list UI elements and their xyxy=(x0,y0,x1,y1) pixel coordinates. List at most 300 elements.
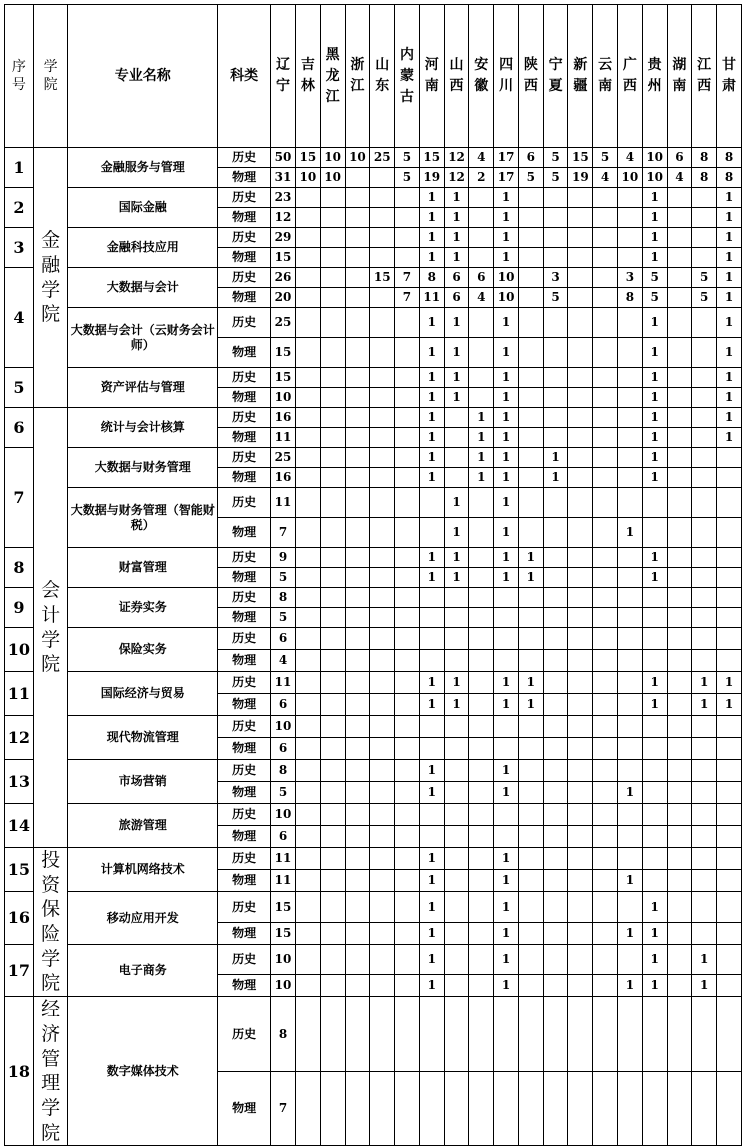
quota-cell xyxy=(395,608,420,628)
header-province: 山 西 xyxy=(444,5,469,148)
quota-cell xyxy=(444,738,469,760)
quota-cell xyxy=(692,388,717,408)
quota-cell: 11 xyxy=(271,672,296,694)
header-province: 宁 夏 xyxy=(543,5,568,148)
quota-cell xyxy=(518,268,543,288)
quota-cell xyxy=(543,368,568,388)
quota-cell xyxy=(345,308,370,338)
quota-cell xyxy=(395,228,420,248)
quota-cell xyxy=(469,975,494,997)
quota-cell xyxy=(543,944,568,975)
header-province: 四 川 xyxy=(494,5,519,148)
quota-cell xyxy=(692,922,717,944)
quota-cell: 12 xyxy=(271,208,296,228)
quota-cell xyxy=(295,870,320,892)
header-province: 山 东 xyxy=(370,5,395,148)
quota-cell: 1 xyxy=(642,308,667,338)
quota-cell xyxy=(444,588,469,608)
quota-cell: 5 xyxy=(593,148,618,168)
quota-cell xyxy=(692,228,717,248)
quota-cell: 1 xyxy=(419,208,444,228)
quota-cell: 11 xyxy=(271,488,296,518)
quota-cell xyxy=(295,975,320,997)
seq-cell: 16 xyxy=(5,892,34,945)
quota-cell xyxy=(295,468,320,488)
quota-cell xyxy=(518,608,543,628)
quota-cell xyxy=(543,488,568,518)
quota-cell: 1 xyxy=(717,338,742,368)
quota-cell xyxy=(370,168,395,188)
quota-cell xyxy=(593,288,618,308)
quota-cell: 1 xyxy=(419,548,444,568)
quota-cell xyxy=(568,804,593,826)
table-row xyxy=(5,672,742,694)
quota-cell xyxy=(568,368,593,388)
quota-cell: 6 xyxy=(271,694,296,716)
quota-cell xyxy=(717,738,742,760)
quota-cell: 1 xyxy=(494,922,519,944)
category-cell: 物理 xyxy=(218,608,271,628)
quota-cell xyxy=(543,408,568,428)
quota-cell xyxy=(345,628,370,650)
quota-cell xyxy=(617,650,642,672)
quota-cell xyxy=(395,672,420,694)
quota-cell xyxy=(543,188,568,208)
quota-cell xyxy=(395,650,420,672)
quota-cell: 1 xyxy=(642,944,667,975)
quota-cell xyxy=(295,188,320,208)
quota-cell xyxy=(568,448,593,468)
quota-cell xyxy=(370,338,395,368)
category-cell: 物理 xyxy=(218,568,271,588)
seq-cell: 13 xyxy=(5,760,34,804)
quota-cell: 1 xyxy=(419,308,444,338)
quota-cell xyxy=(692,568,717,588)
quota-cell: 10 xyxy=(494,288,519,308)
category-cell: 历史 xyxy=(218,628,271,650)
quota-cell xyxy=(469,760,494,782)
quota-cell: 1 xyxy=(494,848,519,870)
header-province: 贵 州 xyxy=(642,5,667,148)
quota-cell xyxy=(295,760,320,782)
quota-cell xyxy=(320,760,345,782)
quota-cell xyxy=(469,548,494,568)
quota-cell: 10 xyxy=(271,716,296,738)
header-province: 陕 西 xyxy=(518,5,543,148)
quota-cell xyxy=(692,738,717,760)
quota-cell xyxy=(370,782,395,804)
quota-cell: 1 xyxy=(642,408,667,428)
quota-cell xyxy=(320,188,345,208)
quota-cell xyxy=(667,308,692,338)
quota-cell xyxy=(543,760,568,782)
major-name: 资产评估与管理 xyxy=(68,368,218,408)
quota-cell: 1 xyxy=(444,248,469,268)
quota-cell: 1 xyxy=(692,944,717,975)
quota-cell xyxy=(370,628,395,650)
quota-cell xyxy=(568,892,593,923)
quota-cell xyxy=(593,738,618,760)
quota-cell: 1 xyxy=(692,694,717,716)
quota-cell xyxy=(518,650,543,672)
quota-cell xyxy=(568,388,593,408)
quota-cell: 15 xyxy=(370,268,395,288)
quota-cell xyxy=(295,1071,320,1146)
quota-cell: 4 xyxy=(667,168,692,188)
quota-cell xyxy=(717,608,742,628)
quota-cell: 1 xyxy=(717,368,742,388)
quota-cell xyxy=(320,922,345,944)
quota-cell xyxy=(370,568,395,588)
quota-cell: 1 xyxy=(692,975,717,997)
quota-cell: 7 xyxy=(395,268,420,288)
quota-cell: 10 xyxy=(345,148,370,168)
category-cell: 物理 xyxy=(218,922,271,944)
quota-cell xyxy=(543,568,568,588)
quota-cell: 8 xyxy=(692,148,717,168)
quota-cell xyxy=(444,870,469,892)
quota-cell xyxy=(642,870,667,892)
quota-cell xyxy=(395,338,420,368)
quota-cell xyxy=(345,548,370,568)
quota-cell xyxy=(469,944,494,975)
quota-cell xyxy=(667,588,692,608)
header-province: 浙 江 xyxy=(345,5,370,148)
quota-cell xyxy=(667,228,692,248)
quota-cell xyxy=(617,448,642,468)
quota-cell xyxy=(370,760,395,782)
quota-cell xyxy=(667,268,692,288)
quota-cell xyxy=(469,650,494,672)
quota-cell: 1 xyxy=(494,975,519,997)
quota-cell xyxy=(345,268,370,288)
quota-cell xyxy=(370,944,395,975)
quota-cell: 1 xyxy=(642,368,667,388)
quota-cell: 1 xyxy=(469,468,494,488)
quota-cell xyxy=(345,488,370,518)
quota-cell: 6 xyxy=(271,826,296,848)
quota-cell: 1 xyxy=(494,518,519,548)
quota-cell xyxy=(593,488,618,518)
quota-cell xyxy=(295,488,320,518)
quota-cell xyxy=(395,628,420,650)
quota-cell xyxy=(320,338,345,368)
quota-cell xyxy=(667,188,692,208)
quota-cell xyxy=(295,944,320,975)
quota-cell xyxy=(617,760,642,782)
quota-cell xyxy=(370,1071,395,1146)
quota-cell xyxy=(320,428,345,448)
header-province: 甘 肃 xyxy=(717,5,742,148)
category-cell: 物理 xyxy=(218,650,271,672)
quota-cell xyxy=(345,338,370,368)
quota-cell xyxy=(370,975,395,997)
quota-cell xyxy=(568,228,593,248)
quota-cell xyxy=(568,468,593,488)
quota-cell xyxy=(692,997,717,1072)
quota-cell: 1 xyxy=(494,428,519,448)
quota-cell: 1 xyxy=(419,672,444,694)
quota-cell xyxy=(395,738,420,760)
quota-cell xyxy=(469,368,494,388)
quota-cell: 15 xyxy=(271,922,296,944)
quota-cell: 1 xyxy=(444,208,469,228)
quota-cell: 1 xyxy=(617,870,642,892)
quota-cell: 1 xyxy=(419,468,444,488)
quota-cell xyxy=(667,428,692,448)
quota-cell: 8 xyxy=(717,168,742,188)
quota-cell xyxy=(469,338,494,368)
category-cell: 物理 xyxy=(218,870,271,892)
quota-cell: 1 xyxy=(494,782,519,804)
quota-cell xyxy=(295,782,320,804)
quota-cell: 1 xyxy=(717,268,742,288)
quota-cell xyxy=(642,650,667,672)
quota-cell: 1 xyxy=(419,248,444,268)
quota-cell xyxy=(345,608,370,628)
quota-cell xyxy=(667,608,692,628)
quota-cell xyxy=(469,782,494,804)
quota-cell xyxy=(295,248,320,268)
quota-cell: 1 xyxy=(717,694,742,716)
quota-cell xyxy=(642,738,667,760)
quota-cell xyxy=(320,782,345,804)
quota-cell xyxy=(370,228,395,248)
quota-cell: 1 xyxy=(518,548,543,568)
quota-cell xyxy=(370,826,395,848)
category-cell: 历史 xyxy=(218,944,271,975)
header-major: 专业名称 xyxy=(68,5,218,148)
quota-cell xyxy=(469,608,494,628)
quota-cell xyxy=(692,628,717,650)
quota-cell xyxy=(717,488,742,518)
quota-cell xyxy=(370,892,395,923)
category-cell: 物理 xyxy=(218,468,271,488)
quota-cell xyxy=(617,694,642,716)
category-cell: 物理 xyxy=(218,1071,271,1146)
major-name: 财富管理 xyxy=(68,548,218,588)
quota-cell xyxy=(568,588,593,608)
quota-cell: 1 xyxy=(444,694,469,716)
quota-cell xyxy=(395,870,420,892)
quota-cell xyxy=(345,997,370,1072)
quota-cell xyxy=(295,628,320,650)
quota-cell xyxy=(295,268,320,288)
quota-cell xyxy=(345,694,370,716)
quota-cell xyxy=(593,338,618,368)
quota-cell: 1 xyxy=(444,488,469,518)
quota-cell: 8 xyxy=(271,760,296,782)
quota-cell xyxy=(667,997,692,1072)
quota-cell: 5 xyxy=(543,288,568,308)
quota-cell xyxy=(667,388,692,408)
quota-cell: 1 xyxy=(494,760,519,782)
table-row xyxy=(5,488,742,518)
quota-cell xyxy=(320,308,345,338)
seq-cell: 17 xyxy=(5,944,34,997)
category-cell: 历史 xyxy=(218,188,271,208)
quota-cell xyxy=(667,694,692,716)
quota-cell xyxy=(543,248,568,268)
quota-cell xyxy=(667,975,692,997)
seq-cell: 9 xyxy=(5,588,34,628)
quota-cell xyxy=(543,628,568,650)
quota-cell xyxy=(543,608,568,628)
quota-cell: 1 xyxy=(444,672,469,694)
quota-cell: 1 xyxy=(444,188,469,208)
major-name: 数字媒体技术 xyxy=(68,997,218,1146)
seq-cell: 15 xyxy=(5,848,34,892)
quota-cell: 8 xyxy=(617,288,642,308)
quota-cell xyxy=(395,448,420,468)
quota-cell: 1 xyxy=(444,548,469,568)
quota-cell xyxy=(692,782,717,804)
quota-cell: 1 xyxy=(444,308,469,338)
quota-cell xyxy=(593,548,618,568)
quota-cell xyxy=(395,892,420,923)
quota-cell xyxy=(345,826,370,848)
major-name: 旅游管理 xyxy=(68,804,218,848)
quota-cell: 1 xyxy=(642,188,667,208)
college-cell: 会 计 学 院 xyxy=(33,408,68,848)
quota-cell xyxy=(568,268,593,288)
quota-cell xyxy=(295,228,320,248)
quota-cell: 1 xyxy=(717,248,742,268)
major-name: 大数据与会计 xyxy=(68,268,218,308)
quota-cell: 1 xyxy=(419,922,444,944)
quota-cell: 1 xyxy=(717,308,742,338)
quota-cell xyxy=(593,308,618,338)
major-name: 市场营销 xyxy=(68,760,218,804)
quota-cell xyxy=(370,672,395,694)
enrollment-plan-table xyxy=(4,4,742,1146)
seq-cell: 8 xyxy=(5,548,34,588)
quota-cell xyxy=(444,944,469,975)
quota-cell: 1 xyxy=(419,892,444,923)
quota-cell: 5 xyxy=(642,288,667,308)
quota-cell xyxy=(518,760,543,782)
quota-cell xyxy=(345,568,370,588)
quota-cell xyxy=(469,848,494,870)
quota-cell: 50 xyxy=(271,148,296,168)
quota-cell xyxy=(419,997,444,1072)
quota-cell: 1 xyxy=(717,228,742,248)
quota-cell xyxy=(717,975,742,997)
quota-cell: 1 xyxy=(494,488,519,518)
quota-cell: 1 xyxy=(717,388,742,408)
quota-cell: 17 xyxy=(494,148,519,168)
quota-cell xyxy=(370,518,395,548)
quota-cell xyxy=(593,650,618,672)
quota-cell xyxy=(395,518,420,548)
quota-cell: 12 xyxy=(444,168,469,188)
quota-cell xyxy=(395,804,420,826)
quota-cell: 8 xyxy=(717,148,742,168)
quota-cell xyxy=(370,448,395,468)
quota-cell xyxy=(295,738,320,760)
quota-cell xyxy=(593,428,618,448)
quota-cell xyxy=(717,944,742,975)
quota-cell xyxy=(345,650,370,672)
table-row xyxy=(5,408,742,428)
quota-cell xyxy=(345,892,370,923)
quota-cell: 1 xyxy=(642,428,667,448)
quota-cell xyxy=(717,782,742,804)
major-name: 保险实务 xyxy=(68,628,218,672)
quota-cell: 15 xyxy=(271,248,296,268)
quota-cell: 1 xyxy=(518,694,543,716)
quota-cell: 8 xyxy=(271,997,296,1072)
quota-cell xyxy=(370,488,395,518)
quota-cell xyxy=(345,248,370,268)
quota-cell: 1 xyxy=(642,672,667,694)
quota-cell xyxy=(593,208,618,228)
quota-cell xyxy=(419,804,444,826)
quota-cell: 1 xyxy=(518,568,543,588)
quota-cell xyxy=(320,228,345,248)
quota-cell xyxy=(444,628,469,650)
quota-cell xyxy=(395,388,420,408)
quota-cell xyxy=(593,892,618,923)
quota-cell xyxy=(518,997,543,1072)
quota-cell xyxy=(395,848,420,870)
quota-cell: 15 xyxy=(295,148,320,168)
quota-cell xyxy=(469,568,494,588)
quota-cell xyxy=(568,568,593,588)
quota-cell: 5 xyxy=(271,608,296,628)
quota-cell xyxy=(593,1071,618,1146)
quota-cell xyxy=(370,248,395,268)
quota-cell xyxy=(370,694,395,716)
quota-cell xyxy=(543,848,568,870)
quota-cell xyxy=(395,1071,420,1146)
quota-cell xyxy=(642,608,667,628)
quota-cell xyxy=(692,760,717,782)
category-cell: 物理 xyxy=(218,975,271,997)
quota-cell xyxy=(692,870,717,892)
quota-cell xyxy=(518,716,543,738)
quota-cell: 1 xyxy=(642,548,667,568)
quota-cell xyxy=(692,848,717,870)
quota-cell xyxy=(370,188,395,208)
header-college: 学 院 xyxy=(33,5,68,148)
quota-cell xyxy=(543,892,568,923)
table-row xyxy=(5,548,742,568)
quota-cell xyxy=(345,738,370,760)
quota-cell: 1 xyxy=(617,922,642,944)
quota-cell xyxy=(494,588,519,608)
quota-cell xyxy=(667,944,692,975)
quota-cell xyxy=(667,548,692,568)
category-cell: 历史 xyxy=(218,672,271,694)
quota-cell xyxy=(717,588,742,608)
quota-cell: 1 xyxy=(469,408,494,428)
quota-cell xyxy=(345,368,370,388)
quota-cell xyxy=(469,738,494,760)
quota-cell xyxy=(717,716,742,738)
quota-cell xyxy=(568,922,593,944)
quota-cell xyxy=(593,944,618,975)
quota-cell xyxy=(469,694,494,716)
quota-cell xyxy=(518,488,543,518)
quota-cell xyxy=(320,892,345,923)
quota-cell xyxy=(667,368,692,388)
quota-cell xyxy=(320,368,345,388)
quota-cell xyxy=(320,1071,345,1146)
quota-cell xyxy=(469,716,494,738)
quota-cell xyxy=(617,568,642,588)
quota-cell xyxy=(717,892,742,923)
